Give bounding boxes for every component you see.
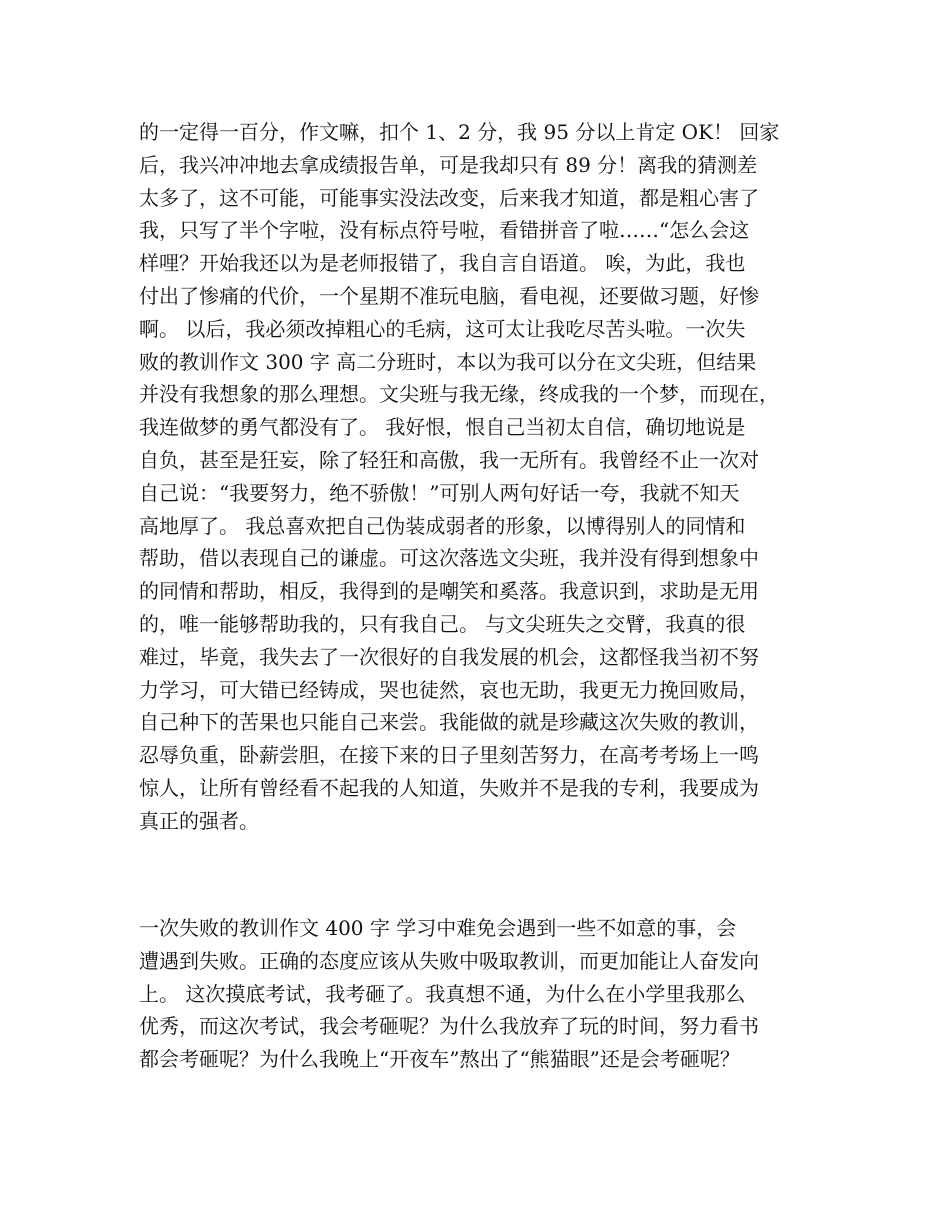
text-line: 我，只写了半个字啦，没有标点符号啦，看错拼音了啦……“怎么会这 [139,218,750,243]
text-line: 的一定得一百分，作文嘛，扣个 1、2 分，我 95 分以上肯定 OK！ 回家 [139,120,780,144]
text-line: 帮助，借以表现自己的谦虚。可这次落选文尖班，我并没有得到想象中 [139,546,759,571]
text-line: 败的教训作文 300 字 高二分班时，本以为我可以分在文尖班，但结果 [139,349,757,374]
text-line: 都会考砸呢？为什么我晚上“开夜车”熬出了“熊猫眼”还是会考砸呢？ [139,1047,740,1072]
text-line: 并没有我想象的那么理想。文尖班与我无缘，终成我的一个梦，而现在， [139,382,779,407]
text-line: 的，唯一能够帮助我的，只有我自己。 与文尖班失之交臂，我真的很 [139,611,746,636]
text-line: 付出了惨痛的代价，一个星期不准玩电脑，看电视，还要做习题，好惨 [139,283,759,308]
text-line: 忍辱负重，卧薪尝胆，在接下来的日子里刻苦努力，在高考考场上一鸣 [139,743,759,768]
text-line: 力学习，可大错已经铸成，哭也徒然，哀也无助，我更无力挽回败局， [139,677,759,702]
text-line: 自己说：“我要努力，绝不骄傲！”可别人两句好话一夸，我就不知天 [139,480,740,505]
text-line: 优秀，而这次考试，我会考砸呢？为什么我放弃了玩的时间，努力看书 [139,1014,759,1039]
text-line: 一次失败的教训作文 400 字 学习中难免会遇到一些不如意的事，会 [139,916,737,940]
text-line: 惊人，让所有曾经看不起我的人知道，失败并不是我的专利，我要成为 [139,775,759,800]
text-line: 上。 这次摸底考试，我考砸了。我真想不通，为什么在小学里我那么 [139,981,746,1006]
text-line: 真正的强者。 [139,808,259,833]
text-line: 的同情和帮助，相反，我得到的是嘲笑和奚落。我意识到，求助是无用 [139,579,759,604]
paragraph-1 [139,116,839,838]
text-line: 太多了，这不可能，可能事实没法改变，后来我才知道，都是粗心害了 [139,185,759,210]
text-line: 难过，毕竟，我失去了一次很好的自我发展的机会，这都怪我当初不努 [139,644,759,669]
text-line: 自己种下的苦果也只能自己来尝。我能做的就是珍藏这次失败的教训， [139,710,759,735]
text-line: 样哩？开始我还以为是老师报错了，我自言自语道。 唉，为此，我也 [139,251,746,276]
text-line: 高地厚了。 我总喜欢把自己伪装成弱者的形象，以博得别人的同情和 [139,513,746,538]
text-line: 啊。 以后，我必须改掉粗心的毛病，这可太让我吃尽苦头啦。一次失 [139,316,746,341]
text-line: 我连做梦的勇气都没有了。 我好恨，恨自己当初太自信，确切地说是 [139,415,746,440]
text-line: 自负，甚至是狂妄，除了轻狂和高傲，我一无所有。我曾经不止一次对 [139,447,759,472]
text-line: 后，我兴冲冲地去拿成绩报告单，可是我却只有 89 分！离我的猜测差 [139,152,758,177]
paragraph-2 [139,912,839,1076]
text-line: 遭遇到失败。正确的态度应该从失败中吸取教训，而更加能让人奋发向 [139,948,759,973]
